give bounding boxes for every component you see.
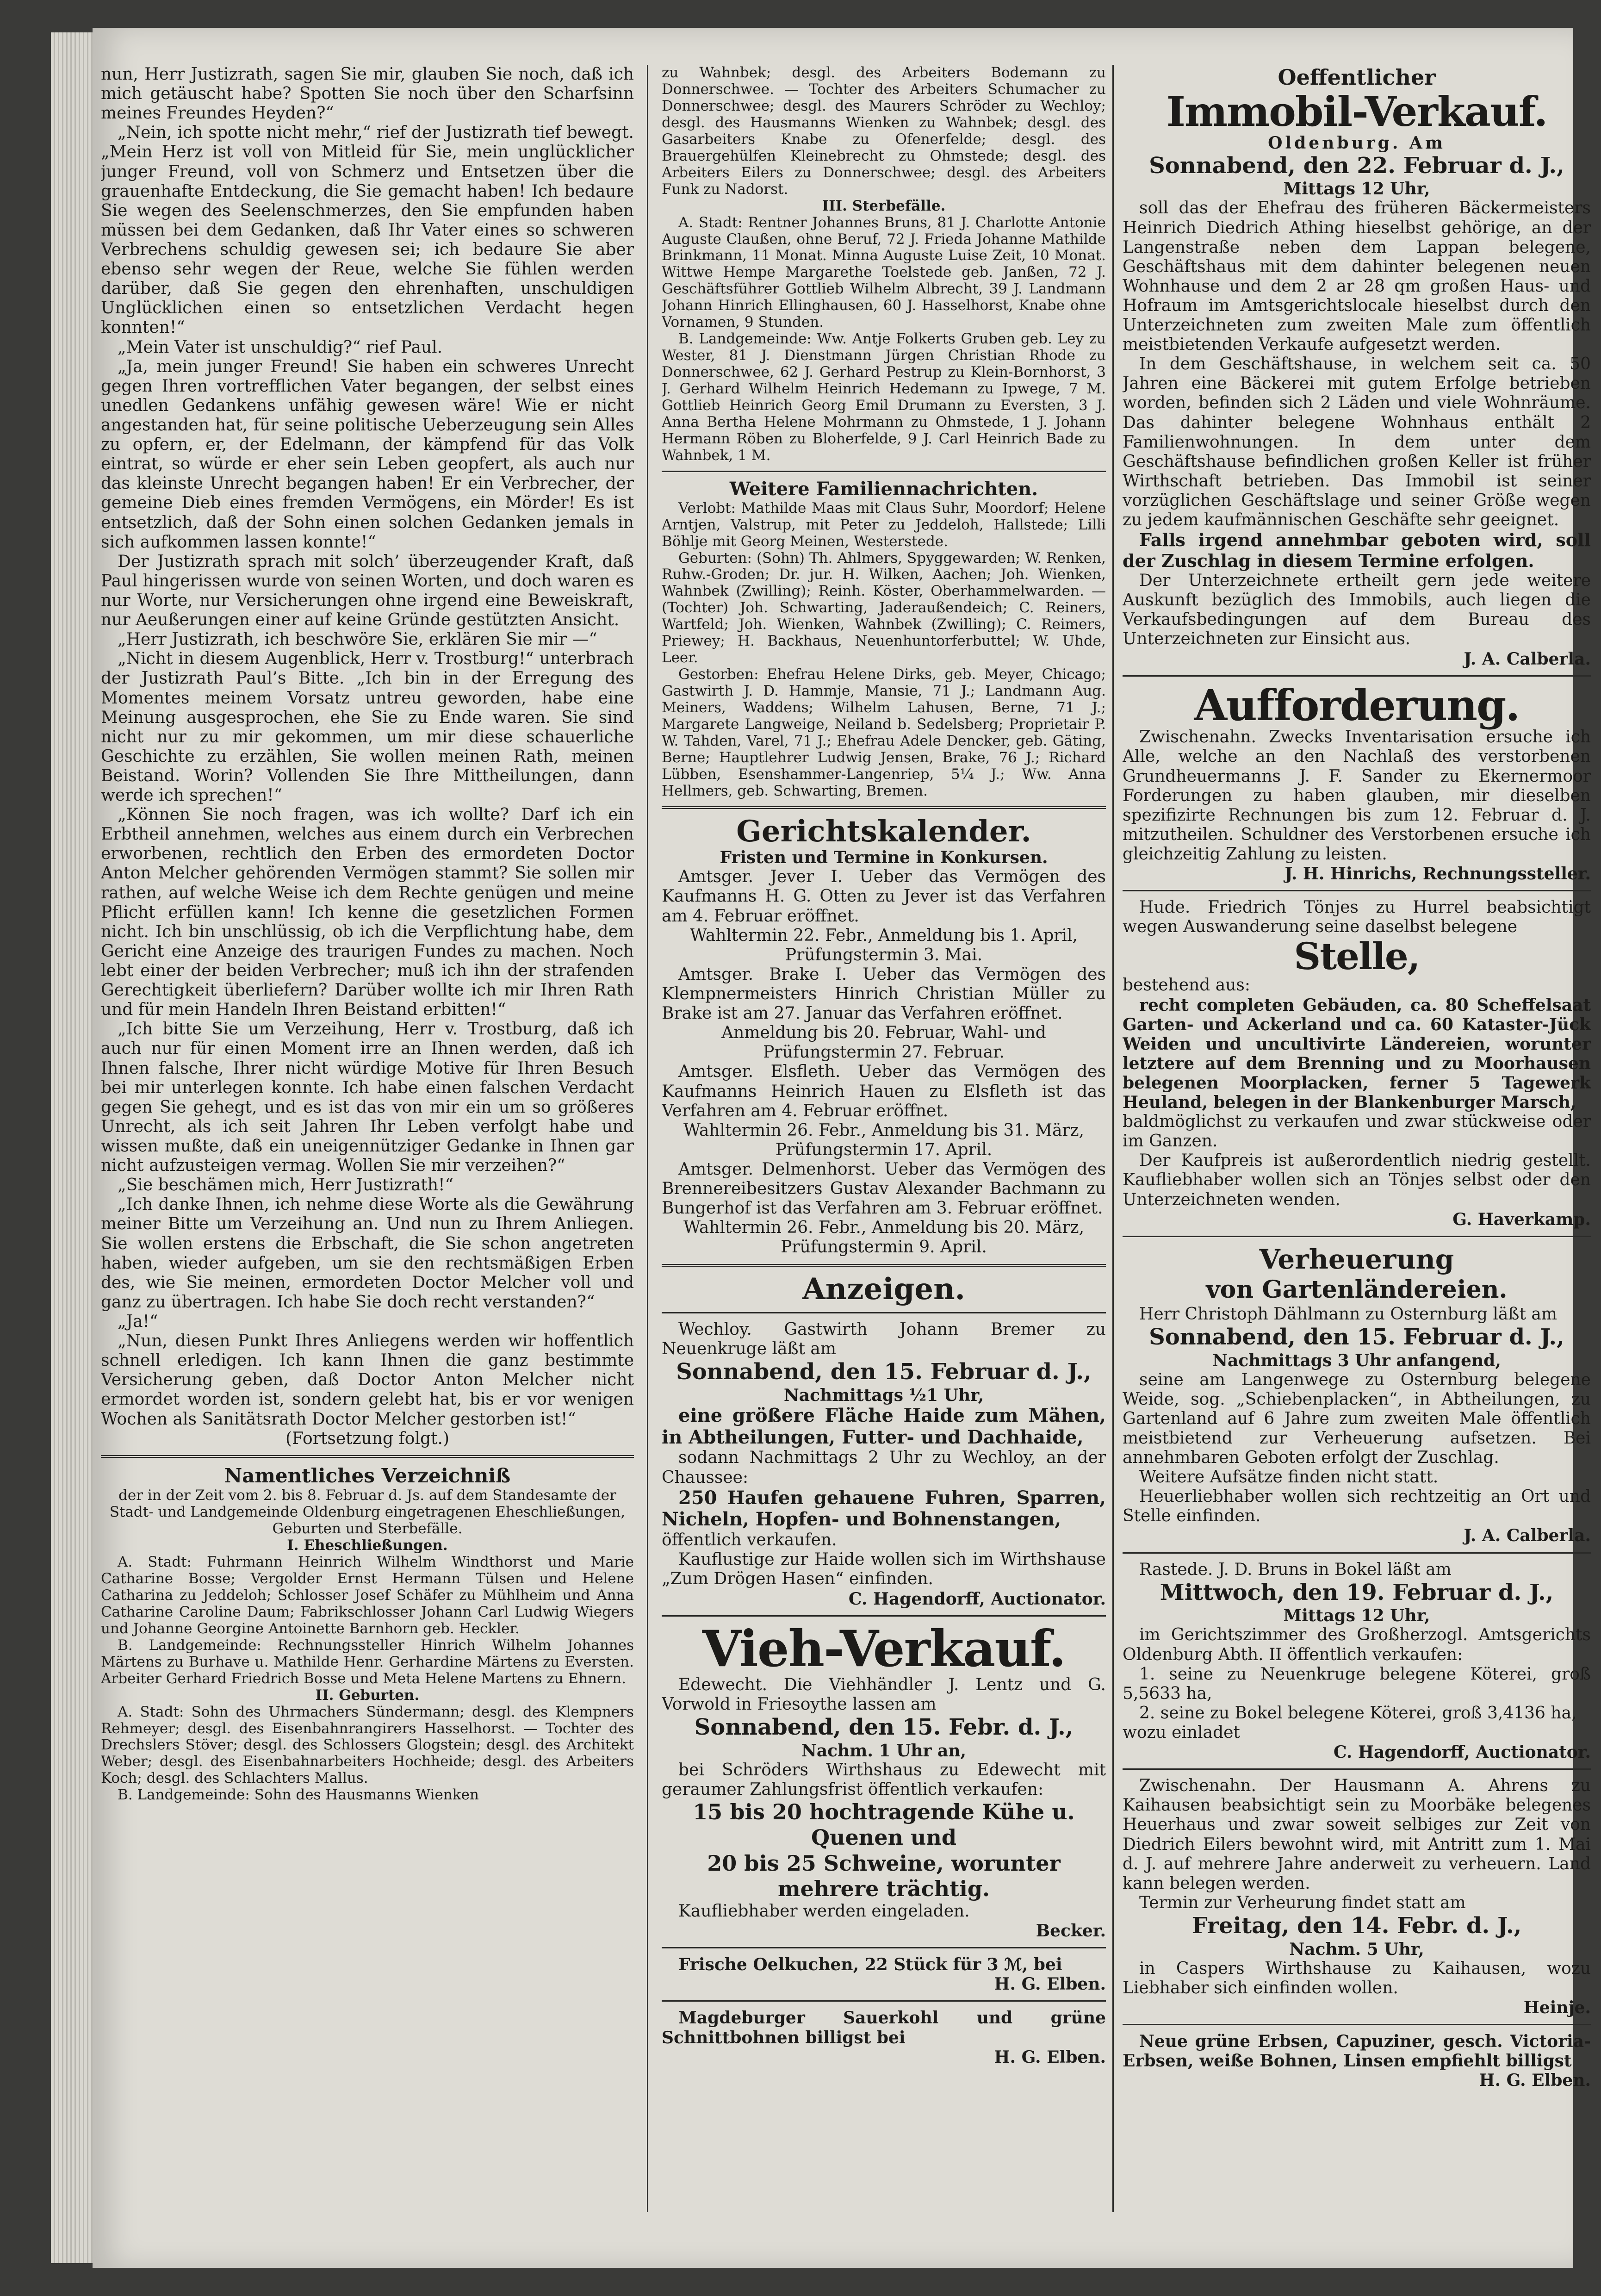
ad-immobil-title: Immobil-Verkauf. xyxy=(1166,87,1547,136)
divider xyxy=(662,1312,1106,1313)
divider xyxy=(1123,2024,1591,2025)
ad-immobil-body1: soll das der Ehefrau des früheren Bäckermeisters Heinrich Diedrich Athing hieselbst gehörige, an der Langenstraße neben dem Lappan belegene, Geschäftshaus mit dem dahinter belegenen neuen Wohnhause und dem 2 ar 28 qm großen Haus- und Hofraum im Amtsgerichtslocale hieselbst durch den Unterzeichneten zum zweiten Male zum öffentlich meistbietenden Verkaufe aufgesetzt werden. xyxy=(1123,199,1591,355)
ad-kaihausen-term: Termin zur Verheurung findet statt am xyxy=(1139,1893,1466,1912)
ad-edewecht-invite: Kaufliebhaber werden eingeladen. xyxy=(678,1901,970,1921)
story-paragraph: nun, Herr Justizrath, sagen Sie mir, glauben Sie noch, daß ich mich getäuscht habe? Spotten Sie noch über den Scharfsinn meines Freundes Heyden?“ xyxy=(101,65,634,123)
ad-hude-signature: G. Haverkamp. xyxy=(1452,1209,1591,1229)
court-entry-jever: Amtsger. Jever I. Ueber das Vermögen des Kaufmanns H. G. Otten zu Jever ist das Verfahren am 4. Februar eröffnet. xyxy=(662,867,1106,926)
story-paragraph: „Nicht in diesem Augenblick, Herr v. Trostburg!“ unterbrach der Justizrath Paul’s Bitte. „Ich bin in der Erregung des Momentes meinem Vorsatz untreu geworden, habe eine Meinung ausgesprochen, ehe Sie zu Ende waren. Sie sind nicht nur zu mir gekommen, um mir diese schauerliche Geschichte zu erzählen, Sie wollen meinen Rath, meinen Beistand. Worin? Vollenden Sie Ihre Mittheilungen, dann werde ich sprechen!“ xyxy=(101,649,634,805)
story-paragraph: „Herr Justizrath, ich beschwöre Sie, erklären Sie mir —“ xyxy=(118,630,597,649)
ad-rastede-invite: wozu einladet xyxy=(1123,1723,1240,1742)
ad-wechloy-signature: C. Hagendorff, Auctionator. xyxy=(848,1589,1106,1609)
ad-wechloy-items2: 250 Haufen gehauene Fuhren, Sparren, Nicheln, Hopfen- und Bohnenstangen, xyxy=(662,1487,1106,1531)
ad-lease-note1: Weitere Aufsätze finden nicht statt. xyxy=(1139,1468,1439,1487)
register-intro: der in der Zeit vom 2. bis 8. Februar d. Js. auf dem Standesamte der Stadt- und Landgemeinde Oldenburg eingetragenen Eheschließungen, Geburten und Sterbefälle. xyxy=(109,1487,626,1537)
ad-hude-title: Stelle, xyxy=(1294,934,1420,978)
ad-immobil-signature: J. A. Calberla. xyxy=(1464,649,1591,669)
story-paragraph: „Nein, ich spotte nicht mehr,“ rief der Justizrath tief bewegt. „Mein Herz ist voll von Mitleid für Sie, mein unglücklicher junger Freund, voll von Schmerz und Entsetzen über die grauenhafte Entdeckung, die Sie gemacht haben! Ich bedaure Sie wegen des Seelenschmerzes, den Sie empfunden haben müssen bei dem Gedanken, daß Ihr Vater eines so schweren Verbrechens schuldig gewesen sei; ich bedaure Sie aber ebenso sehr wegen der Reue, welche Sie fühlen werden darüber, daß Sie gegen den ehrenhaften, unschuldigen Unglücklichen einen so entsetzlichen Verdacht hegen konnten!“ xyxy=(101,123,634,337)
story-paragraph: „Nun, diesen Punkt Ihres Anliegens werden wir hoffentlich schnell erledigen. Ich kann Ihnen die ganz bestimmte Versicherung geben, daß Doctor Anton Melcher nicht ermordet worden ist, sondern gelebt hat, bis er vor wenigen Wochen als Sanitätsrath Doctor Melcher gestorben ist!“ xyxy=(101,1332,634,1429)
story-paragraph: „Ja, mein junger Freund! Sie haben ein schweres Unrecht gegen Ihren vortrefflichen Vater begangen, der selbst eines unedlen Gedankens unfähig gewesen wäre! Wie er nicht angestanden hat, für seine politische Ueberzeugung sein Alles zu opfern, er, der Edelmann, der kämpfend für das Volk eintrat, so würde er eher sein Leben geopfert, als auch nur das kleinste Unrecht begangen haben! Er ein Verbrecher, der gemeine Dieb eines fremden Vermögens, ein Mörder! Es ist entsetzlich, daß der Sohn einen solchen Gedanken jemals in sich aufkommen lassen konnte!“ xyxy=(101,357,634,552)
family-news-title: Weitere Familiennachrichten. xyxy=(729,478,1038,500)
ad-wechloy-note: Kauflustige zur Haide wollen sich im Wirthshause „Zum Drögen Hasen“ einfinden. xyxy=(662,1550,1106,1589)
story-paragraph: „Sie beschämen mich, Herr Justizrath!“ xyxy=(118,1176,453,1195)
register-title: Namentliches Verzeichniß xyxy=(224,1464,511,1487)
ad-wechloy-sale: öffentlich verkaufen. xyxy=(662,1531,837,1550)
ad-immobil-kicker: Oeffentlicher xyxy=(1278,65,1436,90)
story-paragraph: „Ja!“ xyxy=(118,1312,158,1331)
ad-kaihausen-body: Zwischenahn. Der Hausmann A. Ahrens zu Kaihausen beabsichtigt sein zu Moorbäke belegenes Heuerhaus und zwar soweit selbiges zur Zeit von Diedrich Eilers bewohnt wird, mit Antritt zum 1. Mai d. J. auf mehrere Jahre anderweit zu verheuern. Land kann belegen werden. xyxy=(1123,1776,1591,1893)
ad-lease-body: seine am Langenwege zu Osternburg belegene Weide, sog. „Schiebenplacken“, in Abtheilungen, zu Gartenland auf 6 Jahre zum zweiten Male öffentlich meistbietend zur Verheuerung aufsetzen. Bei annehmbaren Geboten erfolgt der Zuschlag. xyxy=(1123,1370,1591,1468)
court-entry-brake-dates: Anmeldung bis 20. Februar, Wahl- und Prüfungstermin 27. Februar. xyxy=(721,1023,1046,1062)
ad-immobil-body2: In dem Geschäftshause, in welchem seit ca. 50 Jahren eine Bäckerei mit gutem Erfolge betrieben worden, befinden sich 2 Läden und viele Wohnräume. Das dahinter belegene Wohnhaus enthält 2 Familienwohnungen. In dem unter dem Geschäftshause befindlichen großen Keller ist früher Wirthschaft betrieben. Das Immobil ist seiner vorzüglichen Geschäftslage und seiner Größe wegen zu jedem kaufmännischen Geschäfte sehr geeignet. xyxy=(1123,355,1591,530)
ad-peas: Neue grüne Erbsen, Capuziner, gesch. Victoria-Erbsen, weiße Bohnen, Linsen empfiehlt billigst xyxy=(1123,2031,1591,2071)
column-rule-2 xyxy=(1112,65,1114,2212)
ad-wechloy-then: sodann Nachmittags 2 Uhr zu Wechloy, an der Chaussee: xyxy=(662,1448,1106,1487)
continuation-note: (Fortsetzung folgt.) xyxy=(285,1429,449,1448)
ad-edewecht-signature: Becker. xyxy=(1036,1921,1106,1941)
ads-title: Anzeigen. xyxy=(802,1271,965,1307)
ad-rastede-date: Mittwoch, den 19. Februar d. J., xyxy=(1160,1579,1554,1605)
serial-story-text xyxy=(101,65,634,1429)
divider xyxy=(662,806,1106,809)
ad-immobil-date: Sonnabend, den 22. Februar d. J., xyxy=(1149,152,1564,179)
ad-edewecht-time: Nachm. 1 Uhr an, xyxy=(801,1741,967,1761)
ad-immobil-time: Mittags 12 Uhr, xyxy=(1283,179,1430,199)
ad-edewecht-intro: Edewecht. Die Viehhändler J. Lentz und G. Vorwold in Friesoythe lassen am xyxy=(662,1675,1106,1714)
ad-rastede-signature: C. Hagendorff, Auctionator. xyxy=(1333,1742,1591,1762)
register-heading-deaths: III. Sterbefälle. xyxy=(822,197,946,214)
ad-wechloy-time: Nachmittags ½1 Uhr, xyxy=(783,1385,984,1405)
story-paragraph: Der Justizrath sprach mit solch’ überzeugender Kraft, daß Paul hingerissen wurde von seinen Worten, und doch waren es nur Worte, nur Versicherungen ohne irgend eine Beweiskraft, nur Aeußerungen einer auf keine Gründe gestützten Ansicht. xyxy=(101,552,634,630)
column-ads xyxy=(1123,65,1591,2212)
ad-hude-intro: Hude. Friedrich Tönjes zu Hurrel beabsichtigt wegen Auswanderung seine daselbst belegene xyxy=(1123,898,1591,937)
ad-rastede-body: im Gerichtszimmer des Großherzogl. Amtsgerichts Oldenburg Abth. II öffentlich verkaufen: xyxy=(1123,1625,1591,1664)
ad-request-signature: J. H. Hinrichs, Rechnungssteller. xyxy=(1285,864,1591,884)
ad-rastede-item2: 2. seine zu Bokel belegene Köterei, groß 3,4136 ha, xyxy=(1139,1703,1577,1723)
story-paragraph: „Mein Vater ist unschuldig?“ rief Paul. xyxy=(118,337,443,357)
register-marriages-rural: B. Landgemeinde: Rechnungssteller Hinrich Wilhelm Johannes Märtens zu Burhave u. Mathilde Henr. Gerhardine Märtens zu Eversten. Arbeiter Gerhard Friedrich Bosse und Meta Helene Martens zu Ehnern. xyxy=(101,1636,634,1687)
ad-wechloy-items: eine größere Fläche Haide zum Mähen, in Abtheilungen, Futter- und Dachhaide, xyxy=(662,1404,1106,1448)
ad-hude-sale: baldmöglichst zu verkaufen und zwar stückweise oder im Ganzen. xyxy=(1123,1112,1591,1151)
court-entry-brake: Amtsger. Brake I. Ueber das Vermögen des Klempnermeisters Hinrich Christian Müller zu Brake ist am 27. Januar das Verfahren eröffnet. xyxy=(662,964,1106,1023)
ad-wechloy-intro: Wechloy. Gastwirth Johann Bremer zu Neuenkruge läßt am xyxy=(662,1319,1106,1359)
ad-rastede-time: Mittags 12 Uhr, xyxy=(1283,1606,1430,1626)
ad-kaihausen-date: Freitag, den 14. Febr. d. J., xyxy=(1191,1912,1522,1939)
divider xyxy=(1123,1552,1591,1554)
ad-rastede-intro: Rastede. J. D. Bruns in Bokel läßt am xyxy=(1139,1560,1452,1579)
divider xyxy=(662,1264,1106,1267)
ad-lease-signature: J. A. Calberla. xyxy=(1464,1526,1591,1546)
divider xyxy=(662,1947,1106,1948)
court-entry-delmenhorst: Amtsger. Delmenhorst. Ueber das Vermögen des Brennereibesitzers Gustav Alexander Bachmann zu Bungerhof ist das Verfahren am 3. Februar eröffnet. xyxy=(662,1159,1106,1218)
ad-lease-title2: von Gartenländereien. xyxy=(1206,1276,1508,1304)
court-entry-elsfleth: Amtsger. Elsfleth. Ueber das Vermögen des Kaufmanns Heinrich Hauen zu Elsfleth ist das Verfahren am 4. Februar eröffnet. xyxy=(662,1062,1106,1120)
family-births: Geburten: (Sohn) Th. Ahlmers, Spyggewarden; W. Renken, Ruhw.-Groden; Dr. jur. H. Wilken, Aachen; Joh. Wienken, Wahnbek (Zwilling); Reinh. Köster, Oberhammelwarden. — (Tochter) Joh. Schwarting, Jaderaußendeich; C. Reiners, Wartfeld; Joh. Wienken, Wahnbek (Zwilling); C. Reimers, Priewey; H. Backhaus, Neuenhuntorferbuttel; W. Uhde, Leer. xyxy=(662,549,1106,666)
divider xyxy=(1123,675,1591,677)
ad-peas-signature: H. G. Elben. xyxy=(1479,2071,1591,2091)
cattle-sale-title: Vieh-Verkauf. xyxy=(702,1619,1066,1678)
divider xyxy=(101,1455,634,1458)
register-births-rural: B. Landgemeinde: Sohn des Hausmanns Wienken xyxy=(118,1786,479,1804)
story-paragraph: „Ich bitte Sie um Verzeihung, Herr v. Trostburg, daß ich auch nur für einen Moment irre an Ihnen werden, daß ich Ihnen falsche, Ihrer nicht würdige Motive für Ihren Besuch bei mir unterlegen konnte. Ich habe einen falschen Verdacht gegen Sie gehegt, und es ist das von mir ein um so größeres Unrecht, als ich seit Jahren Ihr Leben verfolgt habe und wissen mußte, daß ein uneigennütziger Gedanke in Ihnen gar nicht aufzusteigen vermag. Wollen Sie mir verzeihen?“ xyxy=(101,1020,634,1176)
register-heading-marriages: I. Eheschließungen. xyxy=(287,1537,448,1554)
register-births-city: A. Stadt: Sohn des Uhrmachers Sündermann; desgl. des Klempners Rehmeyer; desgl. des Eisenbahnrangirers Hasselhorst. — Tochter des Drechslers Stöver; desgl. des Schlossers Glogstein; desgl. des Architekt Weber; desgl. des Eisenbahnarbeiters Hochheide; desgl. des Arbeiters Koch; desgl. des Schlachters Mallus. xyxy=(101,1703,634,1787)
divider xyxy=(662,471,1106,472)
register-heading-births: II. Geburten. xyxy=(315,1686,420,1704)
ad-immobil-location: Oldenburg. Am xyxy=(1268,133,1446,153)
ad-immobil-condition: Falls irgend annehmbar geboten wird, soll der Zuschlag in diesem Termine erfolgen. xyxy=(1123,529,1591,571)
column-serial-story xyxy=(101,65,634,2212)
ad-request-body: Zwischenahn. Zwecks Inventarisation ersuche ich Alle, welche an den Nachlaß des verstorbenen Grundheuermanns J. F. Sander zu Ekernermoor Forderungen zu haben glauben, mir dieselben spezifizirte Rechnungen bis zum 12. Februar d. J. mitzutheilen. Schuldner des Verstorbenen ersuche ich gleichzeitig Zahlung zu leisten. xyxy=(1123,728,1591,864)
column-notices xyxy=(662,65,1106,2212)
ad-oilcake: Frische Oelkuchen, 22 Stück für 3 ℳ, bei xyxy=(678,1955,1062,1975)
ad-kaihausen-signature: Heinje. xyxy=(1523,1997,1591,2017)
ad-edewecht-place: bei Schröders Wirthshaus zu Edewecht mit geraumer Zahlungsfrist öffentlich verkaufen: xyxy=(662,1760,1106,1799)
register-deaths-city: A. Stadt: Rentner Johannes Bruns, 81 J. Charlotte Antonie Auguste Claußen, ohne Beruf, 72 J. Frieda Johanne Mathilde Brinkmann, 11 Monat. Minna Auguste Luise Zeit, 10 Monat. Wittwe Hempe Margarethe Toelstede geb. Janßen, 72 J. Geschäftsführer Gottlieb Wilhelm Albrecht, 39 J. Landmann Johann Hinrich Ellinghausen, 60 J. Hasselhorst, Knabe ohne Vornamen, 9 Stunden. xyxy=(662,214,1106,331)
ad-wechloy-date: Sonnabend, den 15. Februar d. J., xyxy=(676,1359,1092,1385)
ad-edewecht-date: Sonnabend, den 15. Febr. d. J., xyxy=(694,1714,1074,1741)
divider xyxy=(662,2000,1106,2002)
court-calendar-subtitle: Fristen und Termine in Konkursen. xyxy=(720,848,1048,868)
ad-lease-note2: Heuerliebhaber wollen sich rechtzeitig an Ort und Stelle einfinden. xyxy=(1123,1487,1591,1526)
ad-kaihausen-time: Nachm. 5 Uhr, xyxy=(1289,1939,1424,1959)
ad-edewecht-cows: 15 bis 20 hochtragende Kühe u. Quenen und xyxy=(693,1799,1075,1850)
divider xyxy=(1123,1236,1591,1237)
court-entry-delmenhorst-dates: Wahltermin 26. Febr., Anmeldung bis 20. März, Prüfungstermin 9. April. xyxy=(683,1218,1085,1257)
ad-lease-title1: Verheuerung xyxy=(1259,1243,1454,1275)
ad-lease-time: Nachmittags 3 Uhr anfangend, xyxy=(1212,1350,1501,1370)
ad-edewecht-pigs: 20 bis 25 Schweine, worunter mehrere trächtig. xyxy=(707,1850,1061,1901)
ad-oilcake-signature: H. G. Elben. xyxy=(994,1974,1106,1994)
column-rule-1 xyxy=(647,65,648,2212)
ad-rastede-item1: 1. seine zu Neuenkruge belegene Köterei, groß 5,5633 ha, xyxy=(1123,1664,1591,1703)
ad-lease-date: Sonnabend, den 15. Februar d. J., xyxy=(1149,1324,1564,1350)
ad-kaihausen-place: in Caspers Wirthshause zu Kaihausen, wozu Liebhaber sich einfinden wollen. xyxy=(1123,1959,1591,1997)
register-deaths-rural: B. Landgemeinde: Ww. Antje Folkerts Gruben geb. Ley zu Wester, 81 J. Dienstmann Jürgen Christian Rhode zu Donnerschwee, 62 J. Gerhard Pestrup zu Klein-Bornhorst, 3 J. Gerhard Wilhelm Heinrich Hedemann zu Ipwege, 7 M. Gottlieb Heinrich Georg Emil Drumann zu Eversten, 3 J. Anna Bertha Helene Mohrmann zu Ohmstede, 1 J. Johann Hermann Röben zu Bloherfelde, 9 J. Carl Heinrich Bade zu Wahnbek, 1 M. xyxy=(662,330,1106,464)
court-entry-jever-dates: Wahltermin 22. Febr., Anmeldung bis 1. April, Prüfungstermin 3. Mai. xyxy=(690,926,1078,964)
court-calendar-title: Gerichtskalender. xyxy=(736,814,1031,849)
ad-request-title: Aufforderung. xyxy=(1194,680,1520,730)
story-paragraph: „Ich danke Ihnen, ich nehme diese Worte als die Gewährung meiner Bitte um Verzeihung an. Und nun zu Ihrem Anliegen. Sie wollen erstens die Erbschaft, die Sie schon angetreten haben, wieder aufgeben, um sie den rechtsmäßigen Erben des, wie Sie meinen, ermordeten Doctor Melcher voll und ganz zu übertragen. Ich habe Sie doch recht verstanden?“ xyxy=(101,1195,634,1312)
register-marriages-city: A. Stadt: Fuhrmann Heinrich Wilhelm Windthorst und Marie Catharine Bosse; Vergolder Ernst Hermann Tülsen und Helene Catharina zu Jeddeloh; Schlosser Josef Schäfer zu Mühlheim und Anna Catharine Caroline Daum; Fabrikschlosser Johann Carl Ludwig Wiegers und Johanne Georgine Antoinette Barnhorn geb. Heckler. xyxy=(101,1553,634,1637)
family-deaths: Gestorben: Ehefrau Helene Dirks, geb. Meyer, Chicago; Gastwirth J. D. Hammje, Mansie, 71 J.; Landmann Aug. Meiners, Waddens; Wilhelm Lahusen, Berne, 71 J.; Margarete Langweige, Neiland b. Sedelsberg; Proprietair P. W. Tahden, Varel, 71 J.; Ehefrau Adele Dencker, geb. Gäting, Berne; Hauptlehrer Ludwig Jensen, Brake, 76 J.; Richard Lübben, Esenshammer-Langenriep, 5¼ J.; Ww. Anna Hellmers, geb. Schwarting, Bremen. xyxy=(662,666,1106,799)
court-entry-elsfleth-dates: Wahltermin 26. Febr., Anmeldung bis 31. März, Prüfungstermin 17. April. xyxy=(683,1120,1085,1159)
register-births-cont: zu Wahnbek; desgl. des Arbeiters Bodemann zu Donnerschwee. — Tochter des Arbeiters Schumacher zu Donnerschwee; desgl. des Maurers Schröder zu Wechloy; desgl. des Hausmanns Wienken zu Wahnbek; desgl. des Gasarbeiters Knabe zu Ofenerfelde; desgl. des Brauergehülfen Kleinebrecht zu Ohmstede; desgl. des Arbeiters Eilers zu Donnerschwee; desgl. des Arbeiters Funk zu Nadorst. xyxy=(662,65,1106,198)
divider xyxy=(1123,890,1591,891)
ad-lease-intro: Herr Christoph Dählmann zu Osternburg läßt am xyxy=(1139,1304,1557,1324)
divider xyxy=(662,1615,1106,1617)
family-engaged: Verlobt: Mathilde Maas mit Claus Suhr, Moordorf; Helene Arntjen, Valstrup, mit Peter zu Jeddeloh, Hallstede; Lilli Böhlje mit Georg Meinen, Westerstede. xyxy=(662,499,1106,550)
story-paragraph: „Können Sie noch fragen, was ich wollte? Darf ich ein Erbtheil annehmen, welches aus einem durch ein Verbrechen erworbenen, rechtlich den Erben des ermordeten Doctor Anton Melcher gehörenden Vermögen stammt? Sie sollen mir rathen, auf welche Weise ich dem Rechte genügen und meine Pflicht erfüllen kann! Ich kenne die gesetzlichen Formen nicht. Ich bin unschlüssig, ob ich die Verpflichtung habe, dem Gericht eine Anzeige des traurigen Fundes zu machen. Noch lebt einer der beiden Verbrecher; muß ich ihn der strafenden Gerechtigkeit überliefern? Darüber wollte ich mir Ihren Rath und für mein Handeln Ihren Beistand erbitten!“ xyxy=(101,805,634,1020)
ad-hude-price: Der Kaufpreis ist außerordentlich niedrig gestellt. Kaufliebhaber wollen sich an Tönjes selbst oder den Unterzeichneten wenden. xyxy=(1123,1151,1591,1209)
ad-sauerkohl: Magdeburger Sauerkohl und grüne Schnittbohnen billigst bei xyxy=(662,2008,1106,2047)
ad-hude-consists: bestehend aus: xyxy=(1123,976,1251,995)
ad-sauerkohl-signature: H. G. Elben. xyxy=(994,2047,1106,2067)
divider xyxy=(1123,1768,1591,1770)
ad-hude-items: recht completen Gebäuden, ca. 80 Scheffelsaat Garten- und Ackerland und ca. 60 Kataster-Jück Weiden und uncultivirte Ländereien, worunter letztere auf dem Brenning und zu Moorhausen belegenen Moorplacken, ferner 5 Tagewerk Heuland, belegen in der Blankenburger Marsch, xyxy=(1123,995,1591,1113)
ad-immobil-body3: Der Unterzeichnete ertheilt gern jede weitere Auskunft bezüglich des Immobils, auch liegen die Verkaufsbedingungen auf dem Bureau des Unterzeichneten zur Einsicht aus. xyxy=(1123,571,1591,649)
